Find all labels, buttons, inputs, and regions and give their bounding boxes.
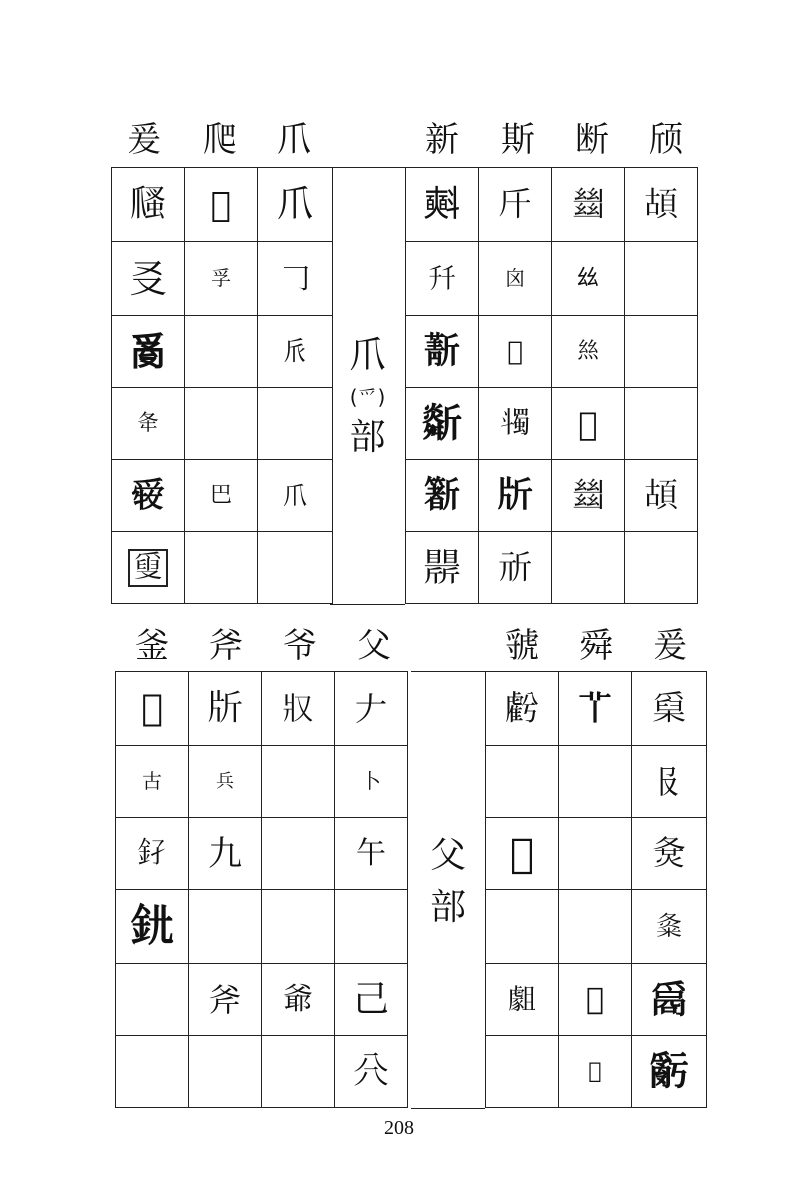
glyph-cell: 巴 <box>185 460 258 532</box>
glyph-cell <box>185 532 258 604</box>
glyph-cell: 𢇎 <box>552 388 625 460</box>
header-char-fu-father: 父 <box>357 626 391 666</box>
glyph-cell: 𤔥 <box>632 672 707 746</box>
glyph-cell: 𤓹 <box>185 168 258 242</box>
glyph-cell <box>552 532 625 604</box>
glyph-cell <box>486 746 559 818</box>
glyph-cell: 𦫴 <box>559 964 632 1036</box>
header-char-guo: 虢 <box>505 626 539 666</box>
glyph-cell <box>262 746 335 818</box>
glyph-cell <box>262 890 335 964</box>
glyph-cell: 𣂏 <box>406 168 479 242</box>
glyph-cell: 𤔦 <box>632 964 707 1036</box>
glyph-cell <box>262 818 335 890</box>
top-right-grid <box>405 167 698 604</box>
glyph-cell: 𩑶 <box>625 460 698 532</box>
header-char-shun: 舜 <box>579 626 613 666</box>
radical-suffix: 部 <box>349 417 386 458</box>
glyph-cell <box>258 532 333 604</box>
glyph-cell <box>258 388 333 460</box>
glyph-cell: 𧇾 <box>486 672 559 746</box>
glyph-cell: 𠬝 <box>632 746 707 818</box>
radical-label-zhua <box>330 330 405 464</box>
glyph-cell: 𠦅 <box>406 242 479 316</box>
glyph-cell: 𤕭 <box>262 672 335 746</box>
glyph-cell: 𣂑 <box>479 168 552 242</box>
glyph-cell: 己 <box>335 964 408 1036</box>
radical-label-fu <box>411 830 485 934</box>
glyph-cell <box>185 316 258 388</box>
glyph-cell: 𦫳 <box>559 672 632 746</box>
header-char-yuan-2: 爰 <box>653 626 687 666</box>
glyph-cell: 九 <box>189 818 262 890</box>
glyph-cell <box>189 1036 262 1108</box>
header-char-qi: 颀 <box>649 120 683 160</box>
radical-main: 父 <box>429 835 466 876</box>
glyph-cell: 𡕝 <box>632 890 707 964</box>
glyph-cell: 𣃒 <box>406 532 479 604</box>
glyph-cell: 𠂇 <box>335 672 408 746</box>
glyph-cell: 卜 <box>335 746 408 818</box>
glyph-cell: 𣃌 <box>406 388 479 460</box>
glyph-cell: 𣃄 <box>406 316 479 388</box>
glyph-cell: 𢇁 <box>552 316 625 388</box>
header-char-si: 斯 <box>501 120 535 160</box>
glyph-cell: 囟 <box>479 242 552 316</box>
glyph-cell: 𣂌 <box>479 388 552 460</box>
header-char-yuan: 爰 <box>127 120 161 160</box>
header-char-fu-cauldron: 釜 <box>135 626 169 666</box>
glyph-cell: 斧 <box>189 964 262 1036</box>
glyph-cell: 爪 <box>258 168 333 242</box>
glyph-cell <box>116 964 189 1036</box>
glyph-cell <box>486 1036 559 1108</box>
glyph-cell: 𨥃 <box>116 890 189 964</box>
header-char-xin: 新 <box>425 120 459 160</box>
top-left-grid <box>111 167 333 604</box>
glyph-cell: 𤔔 <box>112 316 185 388</box>
glyph-cell: 𣃑 <box>406 460 479 532</box>
glyph-cell: 𢇍 <box>552 460 625 532</box>
glyph-cell <box>486 890 559 964</box>
glyph-cell: 𢇍 <box>552 168 625 242</box>
glyph-cell: 𠔁 <box>335 1036 408 1108</box>
glyph-cell <box>559 890 632 964</box>
glyph-cell: 㕛 <box>112 242 185 316</box>
header-char-fu-axe: 斧 <box>209 626 243 666</box>
page-number: 208 <box>384 1117 414 1139</box>
glyph-cell: 𢆶 <box>552 242 625 316</box>
glyph-cell: 𣂋 <box>479 316 552 388</box>
glyph-cell <box>625 242 698 316</box>
glyph-cell: 爺 <box>262 964 335 1036</box>
header-char-duan: 断 <box>575 120 609 160</box>
glyph-cell: 𨥁 <box>116 672 189 746</box>
glyph-cell: 𩑶 <box>625 168 698 242</box>
glyph-cell: 𤔢 <box>112 168 185 242</box>
glyph-cell: 兵 <box>189 746 262 818</box>
bottom-right-grid <box>485 671 707 1108</box>
bottom-left-grid <box>115 671 408 1108</box>
glyph-cell: 孚 <box>185 242 258 316</box>
glyph-cell <box>625 532 698 604</box>
header-char-pa: 爬 <box>203 120 237 160</box>
glyph-cell: 𠂢 <box>258 316 333 388</box>
glyph-cell <box>262 1036 335 1108</box>
glyph-cell: 古 <box>116 746 189 818</box>
glyph-cell <box>559 746 632 818</box>
glyph-cell: 𤔣 <box>112 532 185 604</box>
glyph-cell: 𤔤 <box>112 460 185 532</box>
glyph-cell: 𠃌 <box>258 242 333 316</box>
glyph-cell: 𨥂 <box>116 818 189 890</box>
glyph-cell: 𧇿 <box>486 964 559 1036</box>
glyph-cell: 𡕛 <box>632 818 707 890</box>
glyph-cell: 𣂔 <box>479 460 552 532</box>
radical-variant: (爫) <box>349 385 386 409</box>
radical-main: 爪 <box>349 335 386 376</box>
glyph-cell <box>625 388 698 460</box>
glyph-cell: 夅 <box>112 388 185 460</box>
glyph-cell <box>625 316 698 388</box>
glyph-cell: 𦫵 <box>559 1036 632 1108</box>
glyph-cell: 𧈀 <box>486 818 559 890</box>
glyph-cell <box>559 818 632 890</box>
glyph-cell <box>335 890 408 964</box>
radical-suffix: 部 <box>429 887 466 928</box>
glyph-cell <box>189 890 262 964</box>
glyph-cell: 𣂕 <box>479 532 552 604</box>
glyph-cell <box>116 1036 189 1108</box>
header-char-zhua: 爪 <box>277 120 311 160</box>
glyph-cell: 𤔧 <box>632 1036 707 1108</box>
header-char-ye: 爷 <box>283 626 317 666</box>
glyph-cell: 𣂔 <box>189 672 262 746</box>
glyph-cell: 爪 <box>258 460 333 532</box>
glyph-cell: 午 <box>335 818 408 890</box>
glyph-cell <box>185 388 258 460</box>
